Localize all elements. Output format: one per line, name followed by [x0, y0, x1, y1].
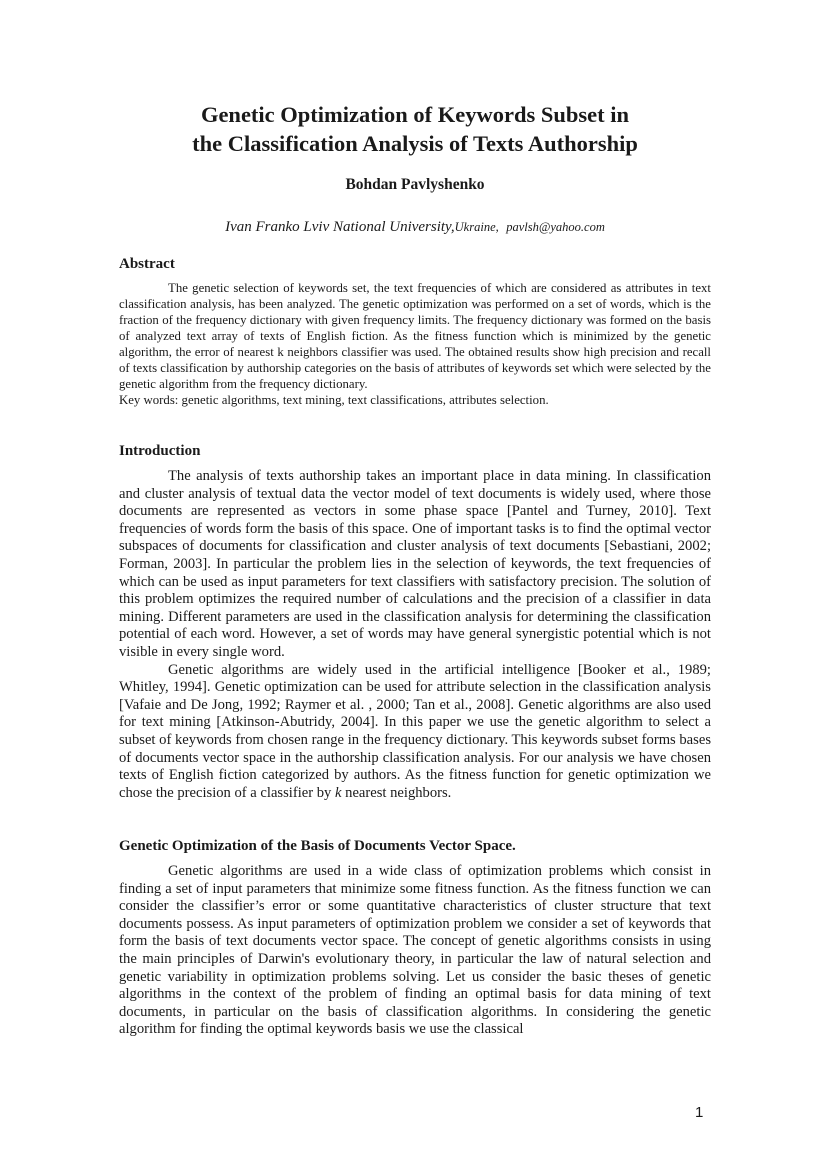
abstract-heading: Abstract: [119, 256, 175, 272]
country: Ukraine,: [454, 220, 499, 234]
affiliation: [119, 217, 711, 237]
intro-paragraph-2-end: nearest neighbors.: [345, 784, 452, 801]
abstract-text: The genetic selection of keywords set, the text frequencies of which are considered as attributes in text classification analysis, has been analyzed. The genetic optimization was performed on a set of words, which is the fraction of the frequency dictionary with given frequency limits. The frequency dictionary was formed on the basis of analyzed text array of texts of English fiction. As the fitness function which is minimized by the genetic algorithm, the error of nearest k neighbors classifier was used. The obtained results show high precision and recall of texts classification by authorship categories on the basis of attributes of keywords set which were selected by the genetic algorithm from the frequency dictionary.: [119, 281, 711, 391]
intro-paragraph-1: The analysis of texts authorship takes an important place in data mining. In classification and cluster analysis of textual data the vector model of text documents is widely used, where those documents are represented as vectors in some phase space [Pantel and Turney, 2010]. Text frequencies of words form the basis of this space. One of important tasks is to find the optimal vector subspaces of documents for classification and cluster analysis of text documents [Sebastiani, 2002; Forman, 2003]. In particular the problem lies in the selection of keywords, the text frequencies of which can be used as input parameters for text classifiers with satisfactory precision. The solution of this problem optimizes the required number of calculations and the precision of a classifier in data mining. Different parameters are used in the classification analysis for determining the classification potential of each word. However, a set of words may have general synergistic potential which is not visible in every single word.: [119, 468, 711, 660]
section-2-body: [119, 863, 711, 1039]
introduction-heading: Introduction: [119, 443, 201, 459]
section-2-paragraph-1: Genetic algorithms are used in a wide class of optimization problems which consist in finding a set of input parameters that minimize some fitness function. As the fitness function we can consider the classifier’s error or some quantitative characteristics of cluster structure that text documents possess. As input parameters of optimization problem we consider a set of keywords that form the basis of text documents vector space. The concept of genetic algorithms consists in using the main principles of Darwin's evolutionary theory, in particular the law of natural selection and genetic variability in optimization problems solving. Let us consider the basic theses of genetic algorithms in the context of the problem of finding an optimal basis for data mining of text documents, in particular on the basis of classification algorithms. In considering the genetic algorithm for finding the optimal keywords basis we use the classical: [119, 863, 711, 1038]
intro-paragraph-2: [119, 662, 711, 803]
page-number: 1: [695, 1104, 704, 1121]
intro-paragraph-2-text: Genetic algorithms are widely used in the artificial intelligence [Booker et al., 1989; Whitley, 1994]. Genetic optimization can be used for attribute selection in the classification analysis [Vafaie and De Jong, 1992; Raymer et al. , 2000; Tan et al., 2008]. Genetic algorithms are also used for text mining [Atkinson-Abutridy, 2004]. In this paper we use the genetic algorithm to select a subset of keywords from chosen range in the frequency dictionary. This keywords subset forms bases of documents vector space in the authorship classification analysis. For our analysis we have chosen texts of English fiction categorized by authors. As the fitness function for genetic optimization we chose the precision of a classifier by: [119, 661, 711, 801]
introduction-body: [119, 468, 711, 802]
abstract-section: [119, 280, 711, 408]
keywords-line: Key words: genetic algorithms, text mining, text classifications, attributes selection.: [119, 393, 549, 407]
title-line-2: the Classification Analysis of Texts Authorship: [192, 131, 638, 156]
variable-k: k: [335, 784, 342, 801]
institution: Ivan Franko Lviv National University,: [225, 219, 455, 235]
title-line-1: Genetic Optimization of Keywords Subset in: [200, 102, 630, 127]
author-email: pavlsh@yahoo.com: [506, 220, 605, 234]
paper-title: [119, 100, 711, 158]
author-name: Bohdan Pavlyshenko: [345, 176, 485, 193]
section-2-heading: Genetic Optimization of the Basis of Documents Vector Space.: [119, 838, 516, 854]
